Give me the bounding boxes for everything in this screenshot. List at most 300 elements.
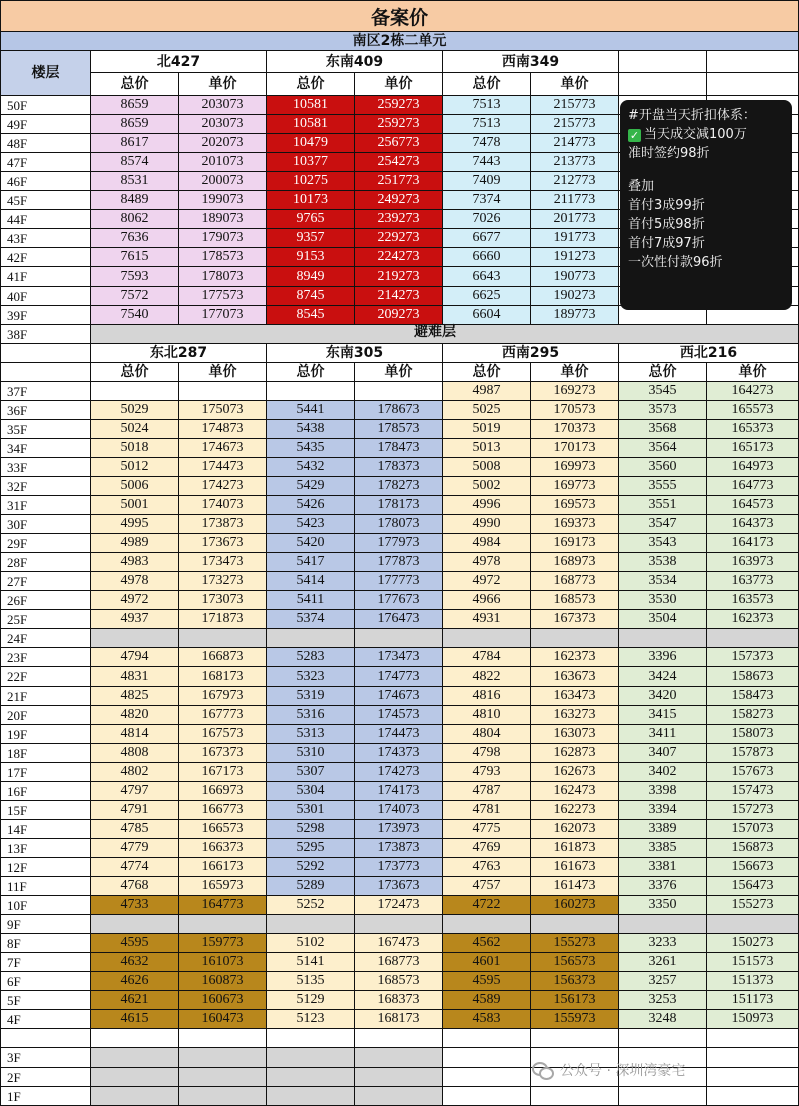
unit-header: 东北287 xyxy=(91,344,267,363)
promo-line-1-text: 当天成交减100万 xyxy=(644,127,747,142)
floor-label: 8F xyxy=(0,934,91,953)
unit-price-cell: 174873 xyxy=(179,420,267,439)
unit-price-header: 单价 xyxy=(531,73,619,96)
total-price-cell: 4989 xyxy=(91,534,179,553)
unit-price-cell: 189773 xyxy=(531,306,619,325)
total-price-cell: 10581 xyxy=(267,115,355,134)
unit-price-cell: 167573 xyxy=(179,725,267,744)
unit-price-cell: 169773 xyxy=(531,477,619,496)
unit-price-cell: 157673 xyxy=(707,763,799,782)
floor-label: 42F xyxy=(0,248,91,267)
total-price-cell: 4794 xyxy=(91,648,179,667)
unit-price-cell xyxy=(355,1087,443,1106)
total-price-cell xyxy=(443,629,531,648)
floor-label: 4F xyxy=(0,1010,91,1029)
unit-price-header: 单价 xyxy=(355,363,443,382)
unit-price-cell: 163073 xyxy=(531,725,619,744)
unit-price-cell: 157873 xyxy=(707,744,799,763)
floor-label: 36F xyxy=(0,401,91,420)
unit-price-cell: 170173 xyxy=(531,439,619,458)
total-price-cell: 5012 xyxy=(91,458,179,477)
total-price-cell xyxy=(91,1048,179,1068)
total-price-cell: 5018 xyxy=(91,439,179,458)
unit-price-cell: 164173 xyxy=(707,534,799,553)
unit-price-header: 单价 xyxy=(179,73,267,96)
total-price-cell: 5006 xyxy=(91,477,179,496)
total-price-cell: 4972 xyxy=(443,572,531,591)
total-price-cell: 4784 xyxy=(443,648,531,667)
total-price-cell: 4978 xyxy=(91,572,179,591)
floor-label: 6F xyxy=(0,972,91,991)
unit-price-cell: 156373 xyxy=(531,972,619,991)
total-price-cell: 4775 xyxy=(443,820,531,839)
total-price-cell: 5323 xyxy=(267,667,355,687)
total-price-cell xyxy=(267,1068,355,1087)
total-price-cell: 3547 xyxy=(619,515,707,534)
floor-label: 47F xyxy=(0,153,91,172)
total-price-cell: 10479 xyxy=(267,134,355,153)
unit-price-cell: 161673 xyxy=(531,858,619,877)
total-price-cell: 4583 xyxy=(443,1010,531,1029)
unit-price-cell: 163573 xyxy=(707,591,799,610)
total-price-cell: 4589 xyxy=(443,991,531,1010)
unit-price-cell: 169573 xyxy=(531,496,619,515)
promo-line-1 xyxy=(628,125,784,144)
promo-discount-overlay xyxy=(620,100,792,310)
unit-price-cell: 163973 xyxy=(707,553,799,572)
total-price-cell: 5411 xyxy=(267,591,355,610)
total-price-cell: 5304 xyxy=(267,782,355,801)
total-price-cell xyxy=(619,1087,707,1106)
total-price-cell: 3398 xyxy=(619,782,707,801)
total-price-cell: 5292 xyxy=(267,858,355,877)
total-price-cell xyxy=(619,915,707,934)
refuge-floor-label: 避难层 xyxy=(414,324,456,340)
unit-price-cell xyxy=(531,1029,619,1048)
total-price-header: 总价 xyxy=(443,363,531,382)
total-price-cell: 9357 xyxy=(267,229,355,248)
unit-price-cell: 162673 xyxy=(531,763,619,782)
unit-header: 东南409 xyxy=(267,51,443,73)
total-price-cell: 3407 xyxy=(619,744,707,763)
total-price-cell: 4797 xyxy=(91,782,179,801)
total-price-cell: 5295 xyxy=(267,839,355,858)
total-price-cell: 3350 xyxy=(619,896,707,915)
total-price-cell: 5319 xyxy=(267,687,355,706)
floor-label: 20F xyxy=(0,706,91,725)
unit-price-cell: 259273 xyxy=(355,115,443,134)
total-price-header: 总价 xyxy=(619,363,707,382)
total-price-cell: 7374 xyxy=(443,191,531,210)
floor-label: 45F xyxy=(0,191,91,210)
unit-price-cell: 160673 xyxy=(179,991,267,1010)
total-price-cell: 3376 xyxy=(619,877,707,896)
unit-price-cell xyxy=(179,915,267,934)
unit-price-cell: 157473 xyxy=(707,782,799,801)
unit-price-cell: 214273 xyxy=(355,287,443,306)
total-price-cell: 3248 xyxy=(619,1010,707,1029)
unit-price-cell xyxy=(707,915,799,934)
total-price-cell: 10173 xyxy=(267,191,355,210)
unit-price-cell: 168773 xyxy=(355,953,443,972)
total-price-cell: 3543 xyxy=(619,534,707,553)
total-price-cell: 8745 xyxy=(267,287,355,306)
total-price-cell: 3530 xyxy=(619,591,707,610)
unit-price-cell: 173973 xyxy=(355,820,443,839)
total-price-cell: 3257 xyxy=(619,972,707,991)
total-price-cell: 5414 xyxy=(267,572,355,591)
floor-label: 17F xyxy=(0,763,91,782)
total-price-cell xyxy=(443,1068,531,1087)
unit-price-cell xyxy=(531,915,619,934)
unit-price-cell: 173873 xyxy=(179,515,267,534)
unit-price-cell: 168973 xyxy=(531,553,619,572)
total-price-cell: 5316 xyxy=(267,706,355,725)
total-price-cell: 4810 xyxy=(443,706,531,725)
total-price-cell: 8545 xyxy=(267,306,355,325)
floor-label: 44F xyxy=(0,210,91,229)
floor-label: 13F xyxy=(0,839,91,858)
unit-price-cell xyxy=(179,382,267,401)
promo-option-3: 首付7成97折 xyxy=(628,236,705,251)
total-price-cell: 3573 xyxy=(619,401,707,420)
floor-label: 22F xyxy=(0,667,91,687)
unit-price-cell: 168373 xyxy=(355,991,443,1010)
unit-price-cell: 174073 xyxy=(179,496,267,515)
unit-price-cell: 256773 xyxy=(355,134,443,153)
unit-price-cell xyxy=(531,629,619,648)
unit-price-cell: 162873 xyxy=(531,744,619,763)
floor-label: 50F xyxy=(0,96,91,115)
unit-header: 西南349 xyxy=(443,51,619,73)
unit-price-cell: 177873 xyxy=(355,553,443,572)
floor-label: 9F xyxy=(0,915,91,934)
total-price-cell: 7443 xyxy=(443,153,531,172)
wechat-icon xyxy=(532,1062,554,1078)
floor-label: 24F xyxy=(0,629,91,648)
unit-price-cell: 150273 xyxy=(707,934,799,953)
unit-price-cell: 169373 xyxy=(531,515,619,534)
total-price-cell: 7478 xyxy=(443,134,531,153)
total-price-cell xyxy=(267,1048,355,1068)
unit-price-cell: 167173 xyxy=(179,763,267,782)
unit-price-cell xyxy=(707,1029,799,1048)
unit-price-cell: 158073 xyxy=(707,725,799,744)
floor-label: 35F xyxy=(0,420,91,439)
floor-label: 43F xyxy=(0,229,91,248)
unit-price-cell: 178073 xyxy=(179,267,267,287)
total-price-cell: 4978 xyxy=(443,553,531,572)
total-price-cell: 3233 xyxy=(619,934,707,953)
total-price-cell: 4779 xyxy=(91,839,179,858)
total-price-cell: 7540 xyxy=(91,306,179,325)
total-price-header: 总价 xyxy=(267,73,355,96)
unit-price-cell: 178373 xyxy=(355,458,443,477)
total-price-cell: 5135 xyxy=(267,972,355,991)
unit-price-cell: 162073 xyxy=(531,820,619,839)
unit-price-cell: 168173 xyxy=(179,667,267,687)
total-price-cell: 4781 xyxy=(443,801,531,820)
floor-label: 12F xyxy=(0,858,91,877)
total-price-cell: 4804 xyxy=(443,725,531,744)
unit-price-cell: 166973 xyxy=(179,782,267,801)
unit-price-cell: 190273 xyxy=(531,287,619,306)
unit-price-cell: 174773 xyxy=(355,667,443,687)
total-price-cell xyxy=(443,1087,531,1106)
total-price-cell: 5420 xyxy=(267,534,355,553)
total-price-cell: 8659 xyxy=(91,96,179,115)
total-price-cell: 5313 xyxy=(267,725,355,744)
total-price-cell xyxy=(267,1087,355,1106)
floor-label: 40F xyxy=(0,287,91,306)
promo-line-2: 准时签约98折 xyxy=(628,146,710,161)
unit-price-cell: 191273 xyxy=(531,248,619,267)
total-price-cell: 5029 xyxy=(91,401,179,420)
total-price-cell: 3396 xyxy=(619,648,707,667)
total-price-cell: 5019 xyxy=(443,420,531,439)
total-price-cell: 6604 xyxy=(443,306,531,325)
unit-price-cell: 173673 xyxy=(355,877,443,896)
unit-price-cell: 199073 xyxy=(179,191,267,210)
unit-price-cell: 174073 xyxy=(355,801,443,820)
unit-price-cell xyxy=(707,629,799,648)
total-price-cell: 5001 xyxy=(91,496,179,515)
unit-price-cell xyxy=(179,1068,267,1087)
total-price-cell: 10581 xyxy=(267,96,355,115)
empty-cell xyxy=(0,363,91,382)
unit-header xyxy=(619,51,707,73)
unit-price-header: 单价 xyxy=(707,363,799,382)
floor-label: 10F xyxy=(0,896,91,915)
total-price-cell xyxy=(267,915,355,934)
unit-price-cell: 163673 xyxy=(531,667,619,687)
total-price-cell: 10377 xyxy=(267,153,355,172)
unit-price-cell: 174473 xyxy=(179,458,267,477)
total-price-header: 总价 xyxy=(443,73,531,96)
total-price-cell: 3261 xyxy=(619,953,707,972)
unit-price-cell: 178473 xyxy=(355,439,443,458)
unit-price-cell: 165173 xyxy=(707,439,799,458)
total-price-cell: 4769 xyxy=(443,839,531,858)
check-mark-icon: ✓ xyxy=(629,129,640,142)
total-price-cell: 3385 xyxy=(619,839,707,858)
page-title: 备案价 xyxy=(0,0,799,32)
unit-price-cell: 151373 xyxy=(707,972,799,991)
unit-price-cell: 203073 xyxy=(179,96,267,115)
total-price-header: 总价 xyxy=(91,363,179,382)
unit-price-cell xyxy=(355,1029,443,1048)
total-price-cell: 5129 xyxy=(267,991,355,1010)
total-price-cell: 4814 xyxy=(91,725,179,744)
total-price-cell: 4791 xyxy=(91,801,179,820)
total-price-cell xyxy=(91,382,179,401)
unit-price-cell: 163473 xyxy=(531,687,619,706)
total-price-cell: 3564 xyxy=(619,439,707,458)
unit-price-cell: 167473 xyxy=(355,934,443,953)
unit-price-cell xyxy=(179,1048,267,1068)
watermark-text: 公众号 · 深圳湾豪宅 xyxy=(560,1063,686,1079)
unit-price-cell: 178573 xyxy=(355,420,443,439)
unit-price-cell: 170573 xyxy=(531,401,619,420)
floor-label: 11F xyxy=(0,877,91,896)
total-price-cell: 4984 xyxy=(443,534,531,553)
unit-price-cell: 201073 xyxy=(179,153,267,172)
total-price-cell: 4987 xyxy=(443,382,531,401)
unit-price-cell: 173473 xyxy=(355,648,443,667)
total-price-cell: 4763 xyxy=(443,858,531,877)
floor-label: 46F xyxy=(0,172,91,191)
unit-price-cell: 163773 xyxy=(707,572,799,591)
total-price-cell: 4966 xyxy=(443,591,531,610)
unit-price-cell: 167773 xyxy=(179,706,267,725)
floor-label: 38F xyxy=(0,325,91,344)
total-price-cell: 8062 xyxy=(91,210,179,229)
total-price-cell: 4825 xyxy=(91,687,179,706)
total-price-cell: 5432 xyxy=(267,458,355,477)
total-price-cell: 3420 xyxy=(619,687,707,706)
total-price-cell: 3389 xyxy=(619,820,707,839)
total-price-cell: 4931 xyxy=(443,610,531,629)
floor-label: 39F xyxy=(0,306,91,325)
total-price-cell: 3560 xyxy=(619,458,707,477)
unit-price-cell: 173873 xyxy=(355,839,443,858)
total-price-cell: 4990 xyxy=(443,515,531,534)
unit-price-cell: 178573 xyxy=(179,248,267,267)
total-price-cell: 4621 xyxy=(91,991,179,1010)
unit-price-cell: 177673 xyxy=(355,591,443,610)
unit-price-cell: 170373 xyxy=(531,420,619,439)
unit-price-cell: 161873 xyxy=(531,839,619,858)
unit-price-cell: 156573 xyxy=(531,953,619,972)
unit-price-cell: 156873 xyxy=(707,839,799,858)
unit-price-cell xyxy=(179,1029,267,1048)
floor-label: 14F xyxy=(0,820,91,839)
total-price-cell: 3551 xyxy=(619,496,707,515)
floor-label: 37F xyxy=(0,382,91,401)
promo-heading: #开盘当天折扣体系： xyxy=(628,108,756,123)
unit-price-cell: 167373 xyxy=(531,610,619,629)
floor-label: 25F xyxy=(0,610,91,629)
total-price-cell: 5301 xyxy=(267,801,355,820)
total-price-cell: 4562 xyxy=(443,934,531,953)
floor-label: 33F xyxy=(0,458,91,477)
total-price-cell: 7593 xyxy=(91,267,179,287)
total-price-cell xyxy=(267,1029,355,1048)
total-price-cell: 5417 xyxy=(267,553,355,572)
total-price-cell: 5002 xyxy=(443,477,531,496)
total-price-cell xyxy=(91,915,179,934)
total-price-cell: 4722 xyxy=(443,896,531,915)
unit-price-cell: 173073 xyxy=(179,591,267,610)
total-price-cell: 7409 xyxy=(443,172,531,191)
total-price-cell: 5307 xyxy=(267,763,355,782)
floor-label: 26F xyxy=(0,591,91,610)
unit-price-cell: 166173 xyxy=(179,858,267,877)
total-price-cell: 8531 xyxy=(91,172,179,191)
unit-price-cell: 179073 xyxy=(179,229,267,248)
floor-label: 28F xyxy=(0,553,91,572)
total-price-cell: 5141 xyxy=(267,953,355,972)
floor-label: 1F xyxy=(0,1087,91,1106)
total-price-cell: 5441 xyxy=(267,401,355,420)
promo-spacer xyxy=(628,163,784,177)
total-price-cell: 7513 xyxy=(443,115,531,134)
unit-price-cell: 229273 xyxy=(355,229,443,248)
unit-price-cell: 200073 xyxy=(179,172,267,191)
unit-price-cell: 155273 xyxy=(531,934,619,953)
unit-price-cell: 160473 xyxy=(179,1010,267,1029)
total-price-cell: 5429 xyxy=(267,477,355,496)
unit-price-cell: 158473 xyxy=(707,687,799,706)
total-price-cell xyxy=(443,915,531,934)
total-price-cell: 5438 xyxy=(267,420,355,439)
total-price-cell: 4768 xyxy=(91,877,179,896)
unit-price-cell: 191773 xyxy=(531,229,619,248)
total-price-cell xyxy=(619,1029,707,1048)
total-price-cell: 3381 xyxy=(619,858,707,877)
unit-price-cell: 209273 xyxy=(355,306,443,325)
unit-price-cell: 189073 xyxy=(179,210,267,229)
total-price-cell: 6677 xyxy=(443,229,531,248)
total-price-cell: 3415 xyxy=(619,706,707,725)
total-price-cell xyxy=(443,1029,531,1048)
total-price-cell: 10275 xyxy=(267,172,355,191)
total-price-cell: 4615 xyxy=(91,1010,179,1029)
total-price-cell: 3394 xyxy=(619,801,707,820)
promo-option-1: 首付3成99折 xyxy=(628,198,705,213)
total-price-cell: 5024 xyxy=(91,420,179,439)
unit-header xyxy=(707,51,799,73)
empty-cell xyxy=(0,344,91,363)
total-price-cell: 4785 xyxy=(91,820,179,839)
unit-price-cell xyxy=(179,1087,267,1106)
total-price-cell xyxy=(91,1068,179,1087)
total-price-cell: 4601 xyxy=(443,953,531,972)
unit-price-cell: 165973 xyxy=(179,877,267,896)
unit-price-cell: 164573 xyxy=(707,496,799,515)
unit-price-cell xyxy=(179,629,267,648)
unit-price-cell: 173473 xyxy=(179,553,267,572)
unit-price-cell: 156173 xyxy=(531,991,619,1010)
unit-price-cell: 165373 xyxy=(707,420,799,439)
floor-label xyxy=(0,1029,91,1048)
floor-column-header: 楼层 xyxy=(0,51,91,96)
unit-price-cell: 150973 xyxy=(707,1010,799,1029)
total-price-cell: 4595 xyxy=(91,934,179,953)
unit-price-cell xyxy=(531,1087,619,1106)
unit-price-cell: 158273 xyxy=(707,706,799,725)
total-price-cell: 3411 xyxy=(619,725,707,744)
total-price-cell xyxy=(91,1029,179,1048)
total-price-cell: 5013 xyxy=(443,439,531,458)
floor-label: 49F xyxy=(0,115,91,134)
total-price-cell: 3568 xyxy=(619,420,707,439)
unit-price-cell: 177973 xyxy=(355,534,443,553)
unit-price-header: 单价 xyxy=(355,73,443,96)
total-price-cell: 7026 xyxy=(443,210,531,229)
floor-label: 32F xyxy=(0,477,91,496)
total-price-cell: 8574 xyxy=(91,153,179,172)
unit-price-cell: 164773 xyxy=(707,477,799,496)
unit-price-cell: 167373 xyxy=(179,744,267,763)
floor-label: 27F xyxy=(0,572,91,591)
unit-price-cell: 155273 xyxy=(707,896,799,915)
floor-label: 29F xyxy=(0,534,91,553)
total-price-cell: 5298 xyxy=(267,820,355,839)
total-price-cell: 5310 xyxy=(267,744,355,763)
unit-price-cell: 158673 xyxy=(707,667,799,687)
floor-label: 7F xyxy=(0,953,91,972)
